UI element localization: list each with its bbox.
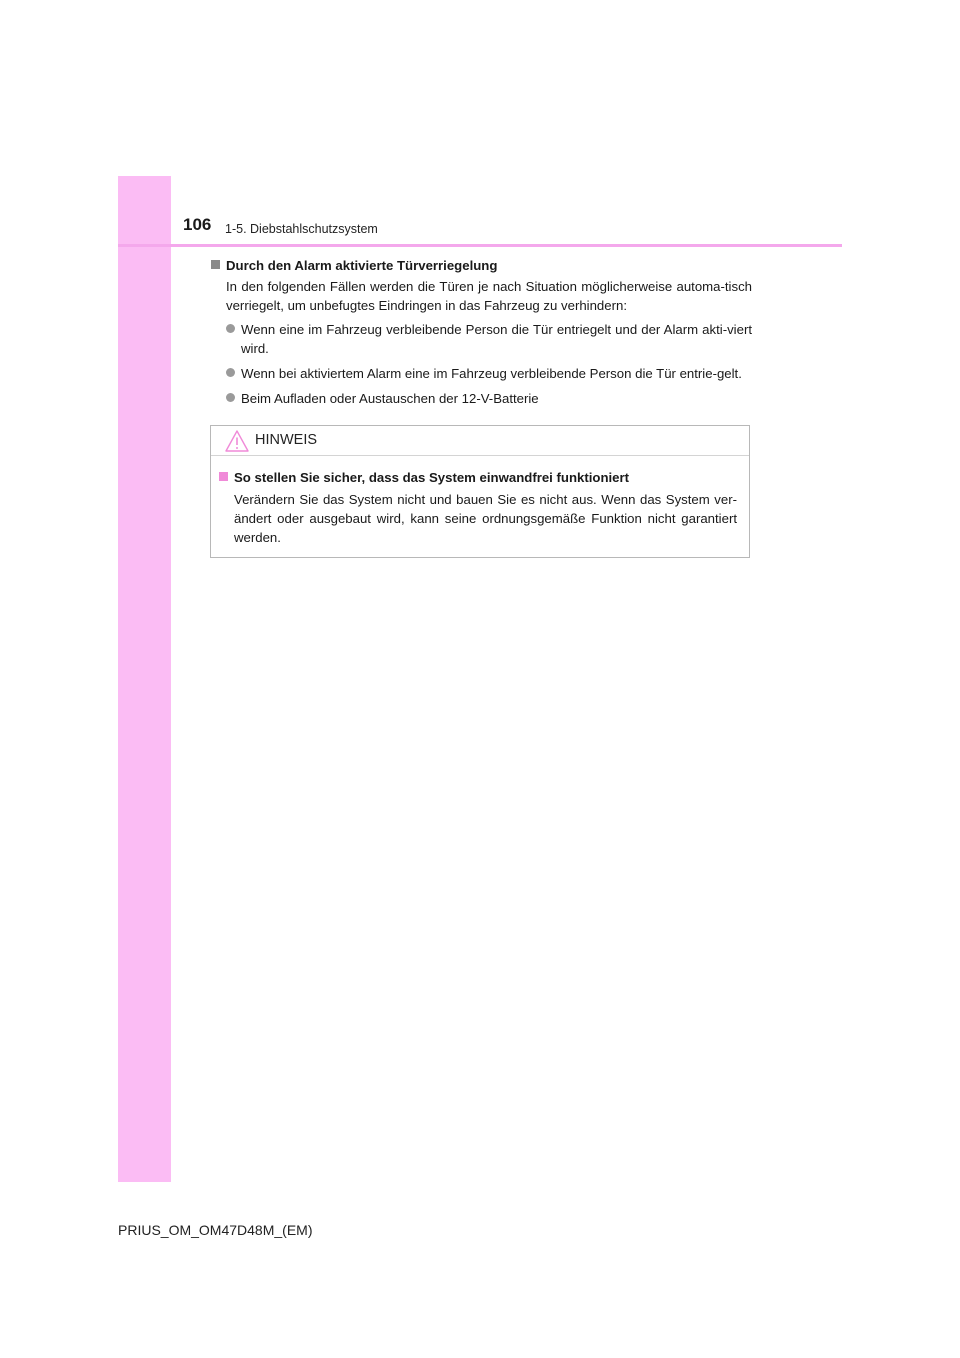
notice-paragraph: Verändern Sie das System nicht und bauen Sie es nicht aus. Wenn das System ver-ändert oder ausgebaut wird, kann seine ordnungsgemäße Funktion nicht garantiert werden.: [234, 492, 737, 545]
list-item-text: Wenn eine im Fahrzeug verbleibende Person die Tür entriegelt und der Alarm akti-viert wird.: [241, 322, 752, 356]
list-item: [226, 389, 752, 408]
section-heading: [210, 256, 752, 275]
notice-body: [211, 456, 749, 547]
bullet-list: [210, 320, 752, 408]
main-content: [210, 256, 752, 414]
list-item-text: Beim Aufladen oder Austauschen der 12-V-Batterie: [241, 391, 539, 406]
square-bullet-icon: [211, 260, 220, 269]
header-rule: [118, 244, 842, 247]
section-title: 1-5. Diebstahlschutzsystem: [225, 222, 378, 236]
list-item: [226, 364, 752, 383]
notice-title: HINWEIS: [255, 432, 318, 448]
circle-bullet-icon: [226, 324, 235, 333]
notice-header: [211, 426, 749, 456]
notice-heading-text: So stellen Sie sicher, dass das System einwandfrei funktioniert: [234, 470, 630, 485]
intro-paragraph: In den folgenden Fällen werden die Türen je nach Situation möglicherweise automa-tisch verriegelt, um unbefugtes Eindringen in das Fahrzeug zu verhindern:: [226, 279, 752, 313]
notice-heading: [218, 468, 737, 487]
square-bullet-icon: [219, 472, 228, 481]
circle-bullet-icon: [226, 393, 235, 402]
page-number: 106: [183, 215, 212, 234]
footer-code: PRIUS_OM_OM47D48M_(EM): [118, 1222, 313, 1238]
circle-bullet-icon: [226, 368, 235, 377]
list-item: [226, 320, 752, 358]
notice-box: [210, 425, 750, 558]
side-color-band: [118, 176, 171, 1182]
warning-triangle-icon: [225, 430, 249, 452]
list-item-text: Wenn bei aktiviertem Alarm eine im Fahrzeug verbleibende Person die Tür entrie-gelt.: [241, 366, 742, 381]
heading-text: Durch den Alarm aktivierte Türverriegelung: [226, 258, 498, 273]
